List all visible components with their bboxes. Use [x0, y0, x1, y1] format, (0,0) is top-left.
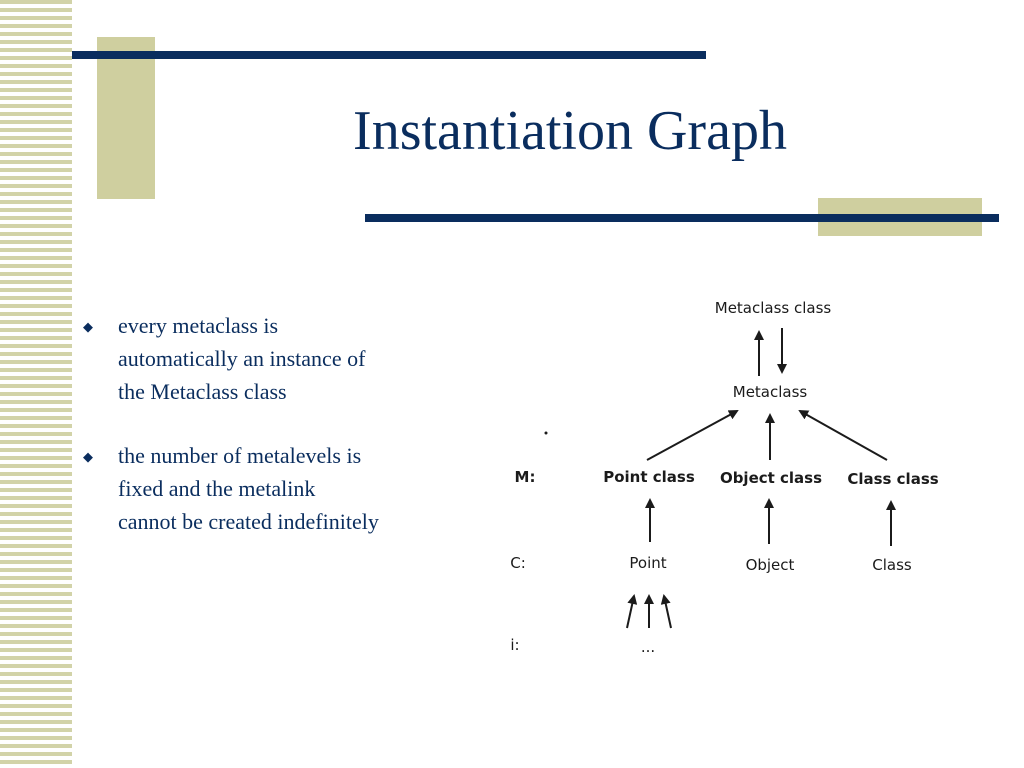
bullet-text-line: automatically an instance of	[118, 346, 366, 371]
bullet-text-line: the number of metalevels is	[118, 443, 362, 468]
title-rule-top	[72, 51, 706, 59]
diagram-svg	[495, 280, 955, 670]
bullet-item	[80, 309, 460, 408]
instantiation-diagram	[495, 280, 955, 670]
stray-dot	[545, 432, 548, 435]
node-object: Object	[745, 556, 795, 574]
node-class: Class	[872, 556, 912, 574]
accent-block-top	[97, 37, 155, 199]
bullet-list	[80, 309, 460, 569]
slide-title: Instantiation Graph	[353, 100, 787, 162]
level-label-c: C:	[510, 554, 526, 572]
node-point: Point	[629, 554, 667, 572]
node-instances-ellipsis: ...	[640, 638, 656, 656]
arrow-class-class-to-metaclass	[800, 411, 887, 460]
node-point-class: Point class	[603, 468, 695, 486]
bullet-text-line: the Metaclass class	[118, 379, 287, 404]
arrow-instance-to-point-left	[627, 596, 634, 628]
level-label-m: M:	[514, 468, 536, 486]
node-metaclass: Metaclass	[732, 383, 808, 401]
bullet-text-line: fixed and the metalink	[118, 476, 316, 501]
arrow-point-class-to-metaclass	[647, 411, 737, 460]
bullet-text-line: every metaclass is	[118, 313, 279, 338]
title-rule-bottom	[365, 214, 999, 222]
level-label-i: i:	[510, 636, 520, 654]
bullet-text-line: cannot be created indefinitely	[118, 509, 379, 534]
bullet-item	[80, 439, 460, 538]
node-class-class: Class class	[847, 470, 939, 488]
node-object-class: Object class	[719, 469, 823, 487]
diamond-bullet-icon: ◆	[83, 319, 93, 334]
diamond-bullet-icon: ◆	[83, 449, 93, 464]
decorative-stripes	[0, 0, 72, 768]
arrow-instance-to-point-right	[664, 596, 671, 628]
node-metaclass-class: Metaclass class	[714, 299, 832, 317]
